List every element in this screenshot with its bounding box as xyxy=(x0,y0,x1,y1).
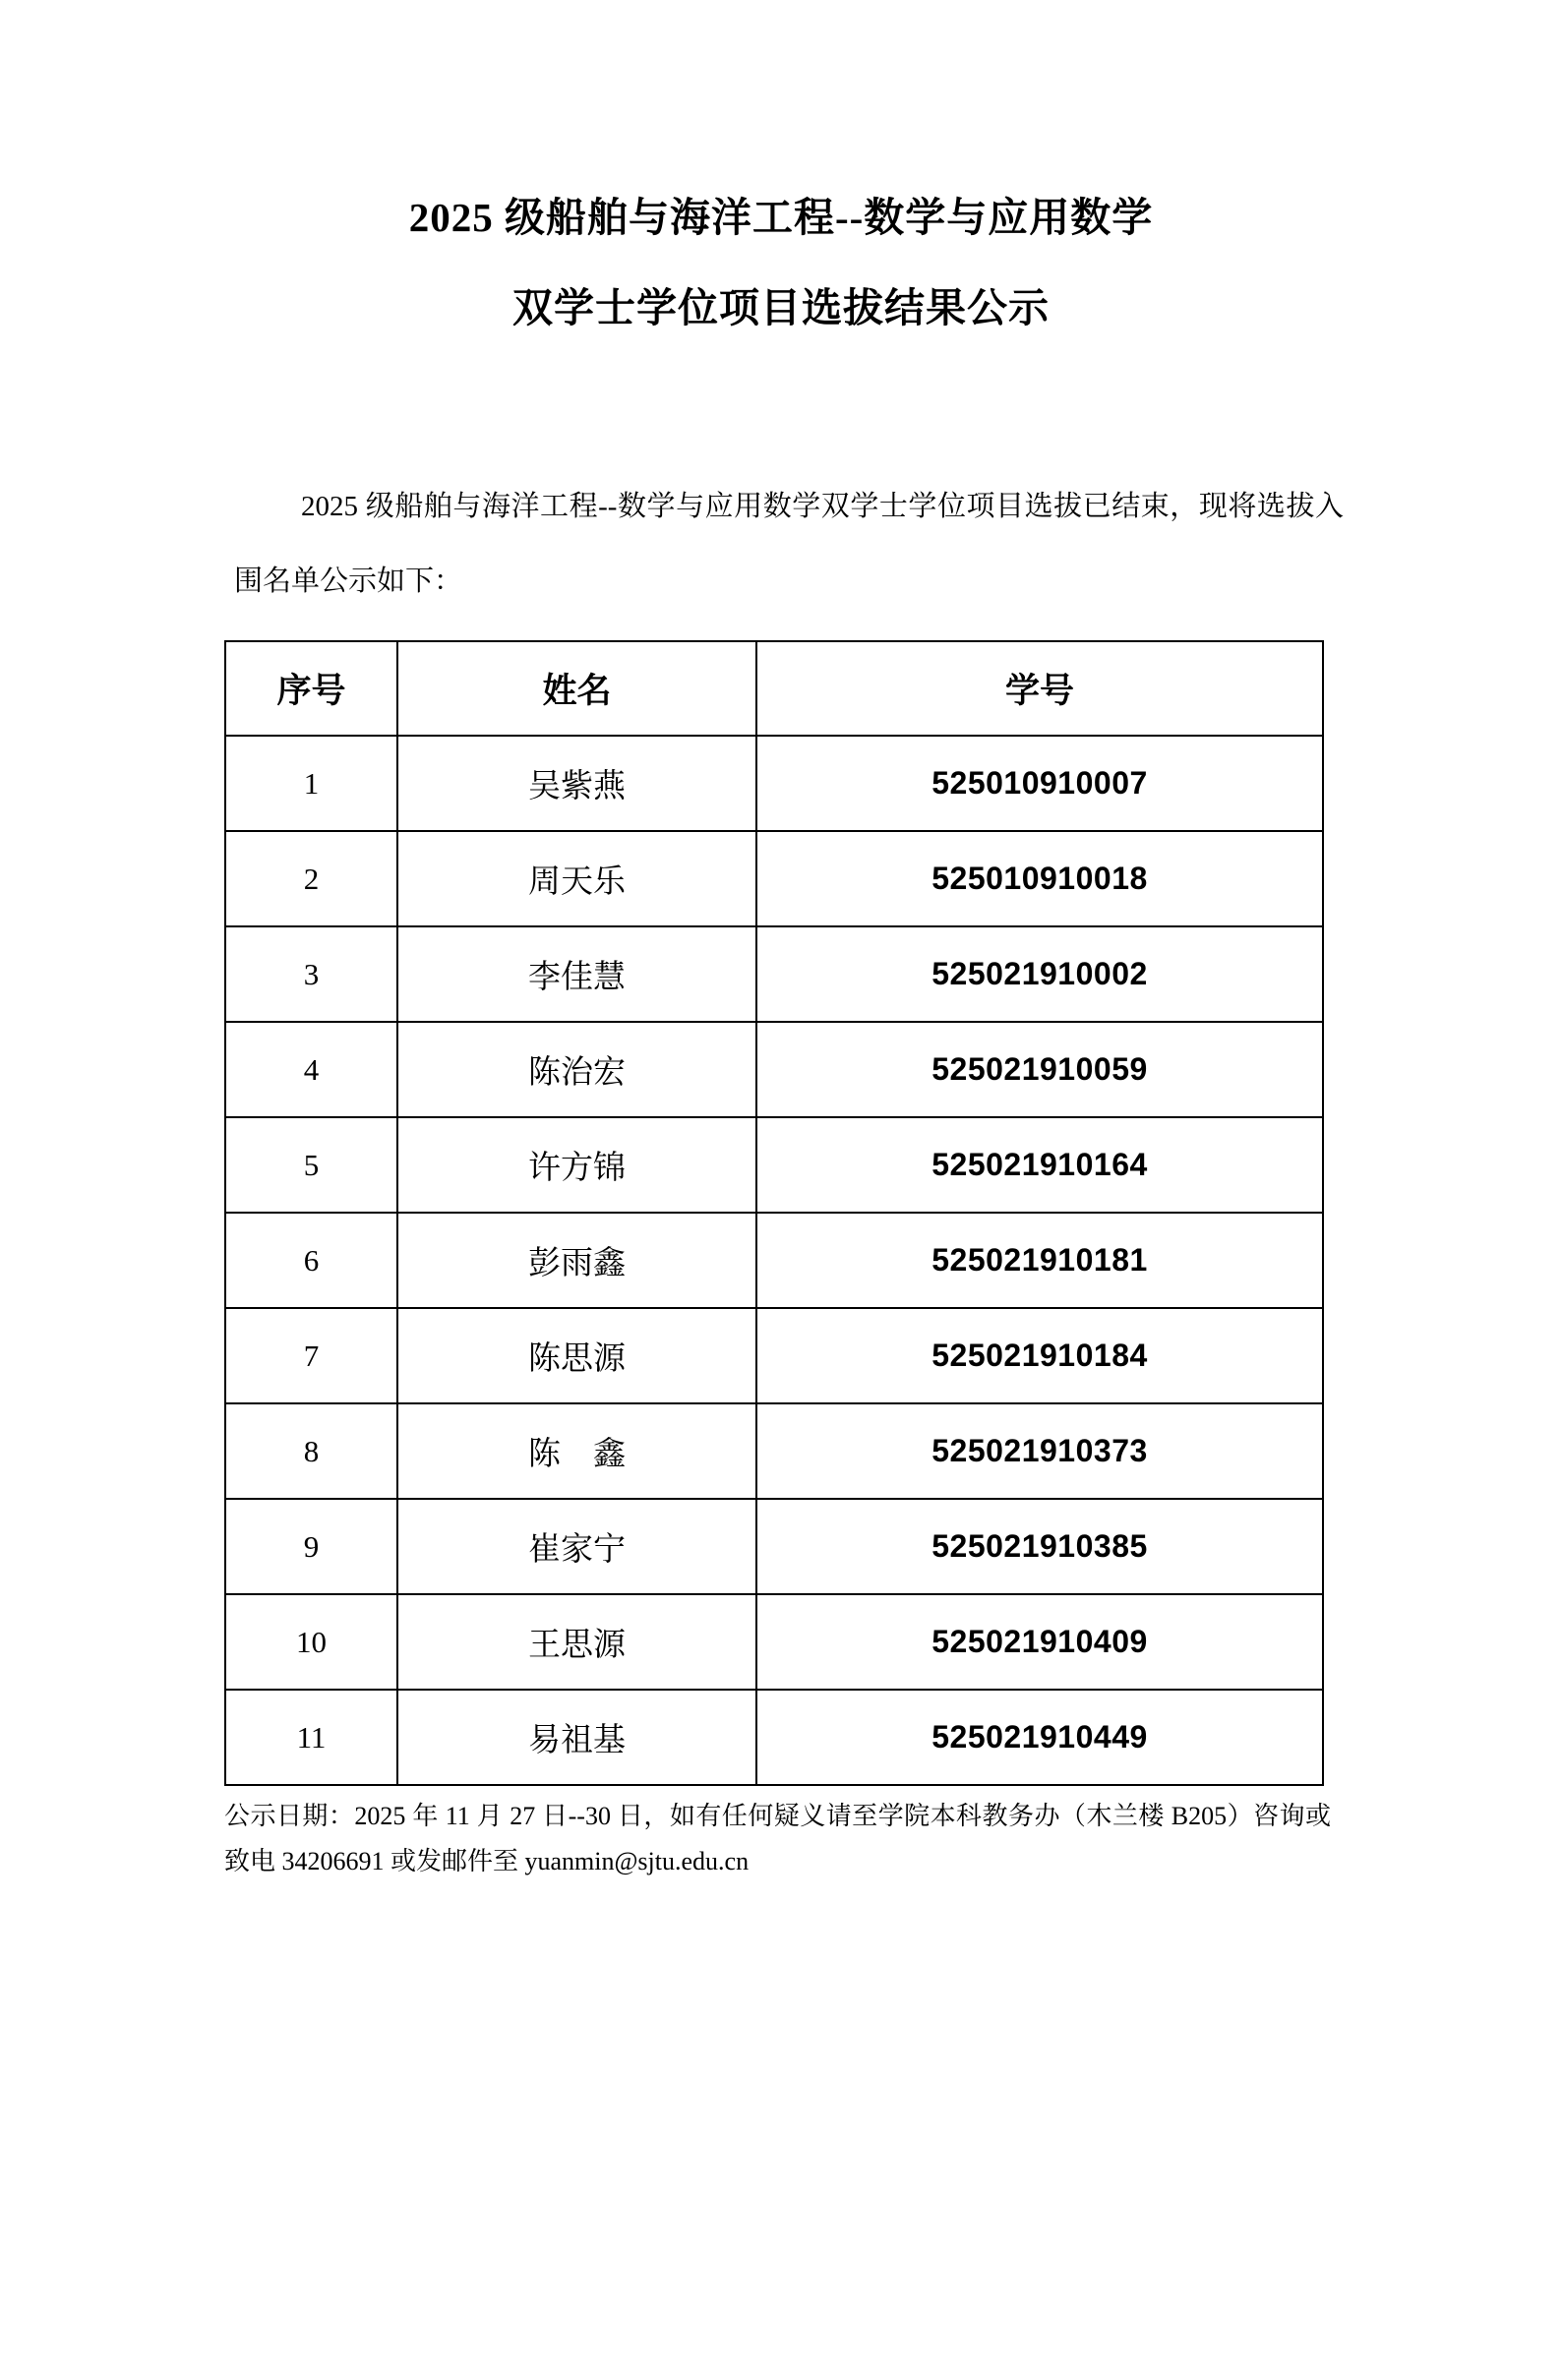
cell-name: 李佳慧 xyxy=(397,926,756,1022)
footnote-text: 公示日期：2025 年 11 月 27 日--30 日，如有任何疑义请至学院本科教务办（木兰楼 B205）咨询或致电 34206691 或发邮件至 yuanmin@sjtu.edu.cn xyxy=(224,1802,1331,1875)
cell-index: 6 xyxy=(225,1213,397,1308)
page-title xyxy=(0,172,1562,353)
column-header-student-id: 学号 xyxy=(756,641,1323,736)
column-header-index: 序号 xyxy=(225,641,397,736)
cell-name: 易祖基 xyxy=(397,1690,756,1785)
table-row xyxy=(225,926,1323,1022)
document-page xyxy=(0,172,1562,2380)
cell-name: 崔家宁 xyxy=(397,1499,756,1594)
table-body xyxy=(225,736,1323,1785)
cell-index: 3 xyxy=(225,926,397,1022)
table-row xyxy=(225,1403,1323,1499)
cell-name: 王思源 xyxy=(397,1594,756,1690)
cell-student-id: 525021910181 xyxy=(756,1213,1323,1308)
cell-index: 4 xyxy=(225,1022,397,1117)
cell-name: 彭雨鑫 xyxy=(397,1213,756,1308)
table-row xyxy=(225,1213,1323,1308)
cell-index: 7 xyxy=(225,1308,397,1403)
selection-results-table xyxy=(224,640,1324,1786)
table-row xyxy=(225,1022,1323,1117)
table-row xyxy=(225,1690,1323,1785)
cell-name: 陈思源 xyxy=(397,1308,756,1403)
cell-name: 吴紫燕 xyxy=(397,736,756,831)
table-row xyxy=(225,831,1323,926)
table-row xyxy=(225,1308,1323,1403)
table-header xyxy=(225,641,1323,736)
cell-index: 11 xyxy=(225,1690,397,1785)
cell-index: 2 xyxy=(225,831,397,926)
cell-student-id: 525021910449 xyxy=(756,1690,1323,1785)
table-row xyxy=(225,1117,1323,1213)
intro-paragraph xyxy=(0,469,1562,619)
cell-index: 8 xyxy=(225,1403,397,1499)
title-line-2: 双学士学位项目选拔结果公示 xyxy=(512,285,1050,330)
cell-index: 1 xyxy=(225,736,397,831)
cell-name: 周天乐 xyxy=(397,831,756,926)
title-line-1: 2025 级船舶与海洋工程--数学与应用数学 xyxy=(408,195,1154,240)
table-header-row xyxy=(225,641,1323,736)
cell-student-id: 525021910385 xyxy=(756,1499,1323,1594)
cell-index: 5 xyxy=(225,1117,397,1213)
column-header-name: 姓名 xyxy=(397,641,756,736)
cell-student-id: 525021910373 xyxy=(756,1403,1323,1499)
cell-name: 许方锦 xyxy=(397,1117,756,1213)
cell-student-id: 525010910007 xyxy=(756,736,1323,831)
table-row xyxy=(225,736,1323,831)
cell-student-id: 525021910409 xyxy=(756,1594,1323,1690)
table-row xyxy=(225,1594,1323,1690)
cell-name: 陈 鑫 xyxy=(397,1403,756,1499)
cell-student-id: 525010910018 xyxy=(756,831,1323,926)
cell-name: 陈治宏 xyxy=(397,1022,756,1117)
cell-student-id: 525021910059 xyxy=(756,1022,1323,1117)
cell-index: 10 xyxy=(225,1594,397,1690)
intro-text: 2025 级船舶与海洋工程--数学与应用数学双学士学位项目选拔已结束，现将选拔入围名单公示如下： xyxy=(234,491,1344,597)
cell-student-id: 525021910164 xyxy=(756,1117,1323,1213)
cell-index: 9 xyxy=(225,1499,397,1594)
cell-student-id: 525021910184 xyxy=(756,1308,1323,1403)
table-row xyxy=(225,1499,1323,1594)
cell-student-id: 525021910002 xyxy=(756,926,1323,1022)
